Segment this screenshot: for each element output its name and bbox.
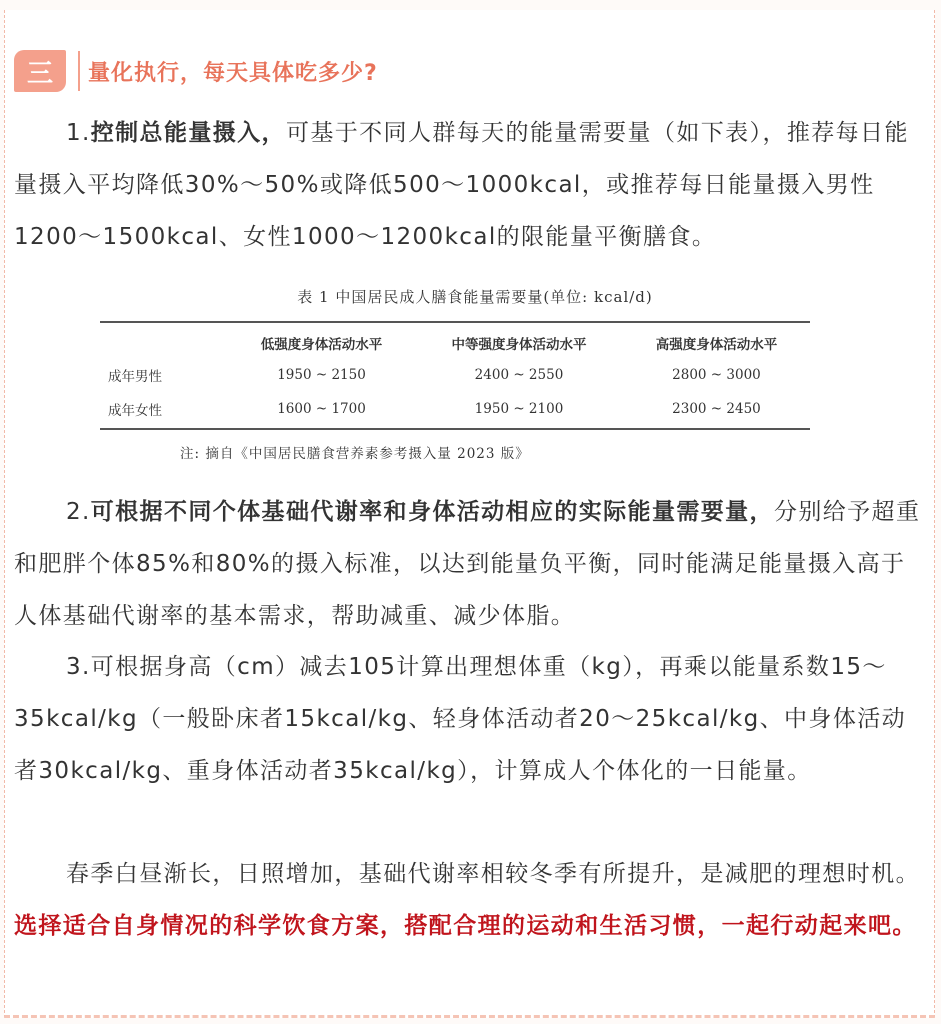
p1-text: 可基于不同人群每天的能量需要量（如下表），推荐每日能量摄入平均降低30%～50%或降低500～1000kcal，或推荐每日能量摄入男性1200～1500kcal、女性1000～1200kcal的限能量平衡膳食。 bbox=[14, 120, 909, 250]
p1-bold: 控制总能量摄入， bbox=[90, 120, 286, 146]
table-cell: 成年女性 bbox=[108, 403, 162, 419]
paragraph-3: 3.可根据身高（cm）减去105计算出理想体重（kg），再乘以能量系数15～35kcal/kg（一般卧床者15kcal/kg、轻身体活动者20～25kcal/kg、中身体活动者30kcal/kg、重身体活动者35kcal/kg），计算成人个体化的一日能量。 bbox=[14, 654, 907, 784]
table-cell: 2400 ~ 2550 bbox=[474, 367, 564, 383]
p2-text: 分别给予超重和肥胖个体85%和80%的摄入标准，以达到能量负平衡，同时能满足能量摄入高于人体基础代谢率的基本需求，帮助减重、减少体脂。 bbox=[14, 499, 921, 629]
p1-prefix: 1. bbox=[66, 120, 91, 146]
table-caption: 表 1 中国居民成人膳食能量需要量(单位: kcal/d) bbox=[297, 288, 653, 306]
table-header-cell: 中等强度身体活动水平 bbox=[451, 337, 587, 353]
data-table bbox=[100, 329, 810, 428]
table-cell: 1950 ~ 2150 bbox=[277, 367, 366, 383]
table-header-cell: 高强度身体活动水平 bbox=[655, 337, 778, 353]
p4-text: 春季白昼渐长，日照增加，基础代谢率相较冬季有所提升，是减肥的理想时机。 bbox=[66, 861, 920, 887]
paragraph-2 bbox=[14, 486, 926, 642]
p2-prefix: 2. bbox=[66, 499, 91, 525]
section-title: 量化执行，每天具体吃多少? bbox=[88, 60, 378, 86]
table-bottom-rule bbox=[100, 428, 810, 430]
section-number-badge: 三 bbox=[14, 50, 66, 92]
paragraph-4 bbox=[14, 848, 926, 952]
table-cell: 2300 ~ 2450 bbox=[672, 401, 761, 417]
table-header-cell bbox=[100, 329, 228, 360]
table-cell: 1950 ~ 2100 bbox=[474, 401, 564, 417]
table-row bbox=[100, 394, 810, 428]
table-cell: 成年男性 bbox=[108, 369, 162, 385]
energy-table bbox=[100, 286, 810, 462]
p4-highlight: 选择适合自身情况的科学饮食方案，搭配合理的运动和生活习惯，一起行动起来吧。 bbox=[14, 913, 917, 939]
p2-bold: 可根据不同个体基础代谢率和身体活动相应的实际能量需要量， bbox=[90, 499, 774, 525]
table-note: 注: 摘自《中国居民膳食营养素参考摄入量 2023 版》 bbox=[180, 446, 530, 462]
header-divider bbox=[78, 51, 80, 91]
paragraph-1 bbox=[14, 107, 926, 263]
table-header-row bbox=[100, 329, 810, 360]
table-header-cell: 低强度身体活动水平 bbox=[260, 337, 383, 353]
table-cell: 2800 ~ 3000 bbox=[672, 367, 761, 383]
table-top-rule bbox=[100, 321, 810, 323]
section-header bbox=[14, 48, 378, 94]
table-cell: 1600 ~ 1700 bbox=[277, 401, 366, 417]
table-row bbox=[100, 360, 810, 394]
